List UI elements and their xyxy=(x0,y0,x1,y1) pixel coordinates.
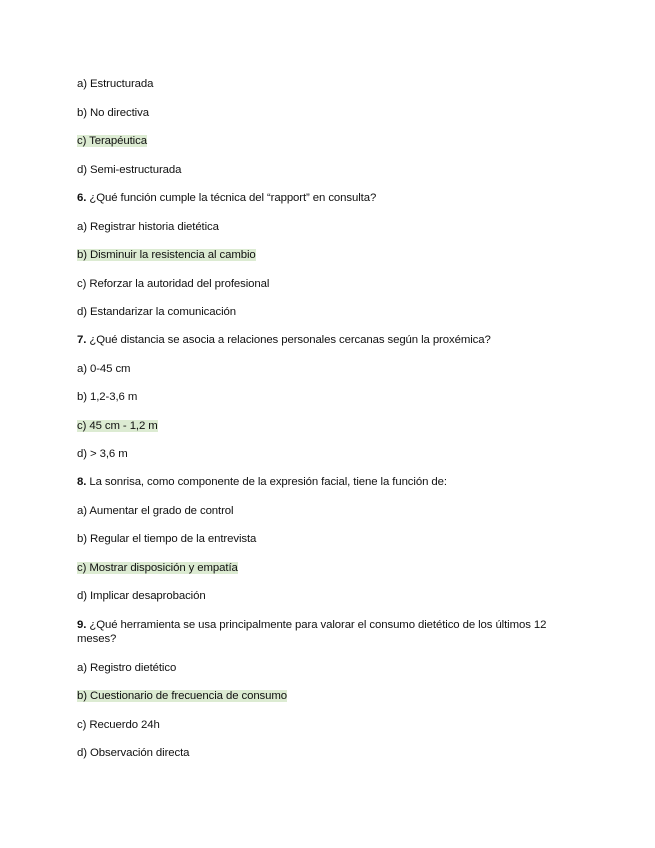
option-q7-d xyxy=(77,447,128,461)
option-text: a) Registro dietético xyxy=(77,662,177,674)
option-q5-a xyxy=(77,77,153,91)
question-number: 6. xyxy=(77,192,87,204)
option-text: b) 1,2-3,6 m xyxy=(77,391,138,403)
option-q7-c-correct xyxy=(77,419,158,433)
question-7 xyxy=(77,333,491,347)
option-q7-a xyxy=(77,362,130,376)
question-number: 9. xyxy=(77,619,87,631)
option-text: a) Registrar historia dietética xyxy=(77,221,219,233)
question-number: 7. xyxy=(77,334,87,346)
option-q9-c xyxy=(77,718,160,732)
question-6 xyxy=(77,191,376,205)
question-text: ¿Qué función cumple la técnica del “rapport” en consulta? xyxy=(86,192,377,204)
option-text: b) No directiva xyxy=(77,107,149,119)
option-q5-d xyxy=(77,163,181,177)
option-q7-b xyxy=(77,390,137,404)
option-q6-d xyxy=(77,305,236,319)
question-9 xyxy=(77,618,577,646)
option-q8-a xyxy=(77,504,233,518)
option-text: a) Estructurada xyxy=(77,78,154,90)
option-q6-c xyxy=(77,277,269,291)
correct-answer-highlight: c) Terapéutica xyxy=(77,135,147,147)
correct-answer-highlight: c) 45 cm - 1,2 m xyxy=(77,420,158,432)
question-number: 8. xyxy=(77,476,87,488)
option-text: b) Regular el tiempo de la entrevista xyxy=(77,533,257,545)
correct-answer-highlight: c) Mostrar disposición y empatía xyxy=(77,562,238,574)
option-text: d) Observación directa xyxy=(77,747,190,759)
correct-answer-highlight: b) Disminuir la resistencia al cambio xyxy=(77,249,256,261)
question-8 xyxy=(77,475,447,489)
option-q9-a xyxy=(77,661,176,675)
option-q5-c-correct xyxy=(77,134,147,148)
option-text: c) Recuerdo 24h xyxy=(77,719,160,731)
option-q8-b xyxy=(77,532,256,546)
option-q6-a xyxy=(77,220,219,234)
option-q8-d xyxy=(77,589,206,603)
question-text: ¿Qué herramienta se usa principalmente para valorar el consumo dietético de los últimos 12 meses? xyxy=(77,619,547,645)
option-q9-b-correct xyxy=(77,689,287,703)
option-q6-b-correct xyxy=(77,248,256,262)
question-text: ¿Qué distancia se asocia a relaciones personales cercanas según la proxémica? xyxy=(86,334,491,346)
option-q8-c-correct xyxy=(77,561,238,575)
correct-answer-highlight: b) Cuestionario de frecuencia de consumo xyxy=(77,690,288,702)
option-text: d) > 3,6 m xyxy=(77,448,128,460)
option-q5-b xyxy=(77,106,149,120)
option-text: d) Implicar desaprobación xyxy=(77,590,206,602)
option-q9-d xyxy=(77,746,189,760)
option-text: a) Aumentar el grado de control xyxy=(77,505,234,517)
option-text: d) Semi-estructurada xyxy=(77,164,182,176)
option-text: a) 0-45 cm xyxy=(77,363,131,375)
option-text: c) Reforzar la autoridad del profesional xyxy=(77,278,270,290)
option-text: d) Estandarizar la comunicación xyxy=(77,306,236,318)
question-text: La sonrisa, como componente de la expresión facial, tiene la función de: xyxy=(86,476,447,488)
